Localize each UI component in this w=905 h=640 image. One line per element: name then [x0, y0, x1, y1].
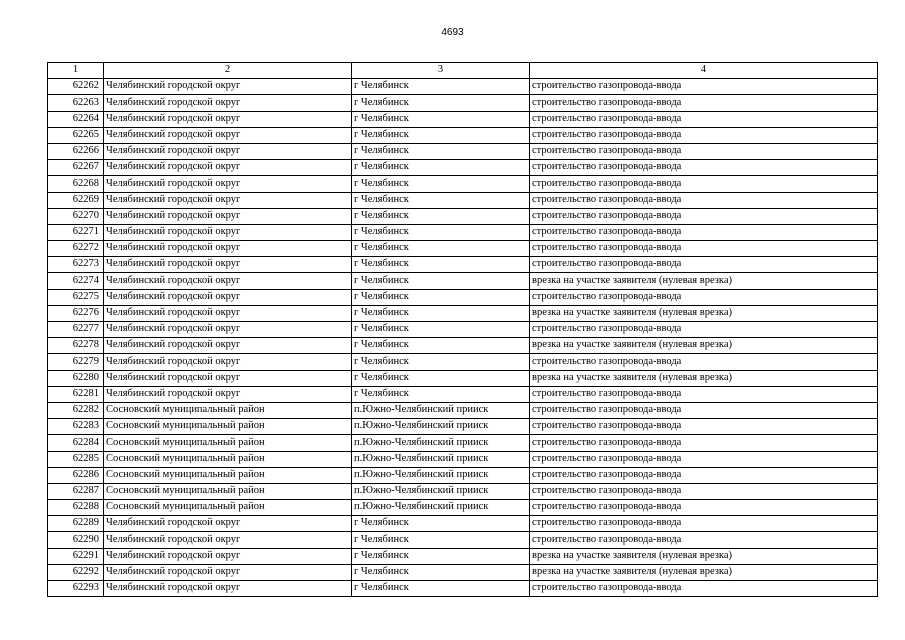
cell-locality: г Челябинск — [352, 273, 530, 289]
column-header-4: 4 — [530, 63, 878, 79]
cell-number: 62291 — [48, 548, 104, 564]
cell-work-type: строительство газопровода-ввода — [530, 483, 878, 499]
cell-locality: п.Южно-Челябинский прииск — [352, 483, 530, 499]
cell-municipality: Челябинский городской округ — [104, 322, 352, 338]
column-header-3: 3 — [352, 63, 530, 79]
cell-work-type: строительство газопровода-ввода — [530, 386, 878, 402]
cell-work-type: строительство газопровода-ввода — [530, 224, 878, 240]
cell-locality: г Челябинск — [352, 516, 530, 532]
cell-municipality: Челябинский городской округ — [104, 564, 352, 580]
cell-locality: г Челябинск — [352, 338, 530, 354]
cell-locality: г Челябинск — [352, 160, 530, 176]
cell-locality: г Челябинск — [352, 208, 530, 224]
cell-number: 62268 — [48, 176, 104, 192]
cell-work-type: врезка на участке заявителя (нулевая врезка) — [530, 338, 878, 354]
cell-work-type: врезка на участке заявителя (нулевая врезка) — [530, 370, 878, 386]
table-row — [48, 95, 878, 111]
cell-locality: г Челябинск — [352, 354, 530, 370]
cell-work-type: врезка на участке заявителя (нулевая врезка) — [530, 564, 878, 580]
cell-number: 62269 — [48, 192, 104, 208]
cell-work-type: строительство газопровода-ввода — [530, 176, 878, 192]
table-row — [48, 483, 878, 499]
cell-locality: г Челябинск — [352, 386, 530, 402]
registry-table — [47, 62, 878, 597]
page-number: 4693 — [441, 27, 464, 38]
table-row — [48, 386, 878, 402]
cell-locality: г Челябинск — [352, 532, 530, 548]
cell-municipality: Челябинский городской округ — [104, 257, 352, 273]
cell-municipality: Челябинский городской округ — [104, 160, 352, 176]
table-row — [48, 111, 878, 127]
table-header — [48, 63, 878, 79]
cell-municipality: Челябинский городской округ — [104, 224, 352, 240]
table-row — [48, 548, 878, 564]
table-body — [48, 79, 878, 597]
cell-number: 62280 — [48, 370, 104, 386]
cell-number: 62292 — [48, 564, 104, 580]
cell-number: 62262 — [48, 79, 104, 95]
cell-municipality: Челябинский городской округ — [104, 192, 352, 208]
table-row — [48, 289, 878, 305]
cell-number: 62273 — [48, 257, 104, 273]
cell-number: 62276 — [48, 305, 104, 321]
table-row — [48, 208, 878, 224]
cell-municipality: Сосновский муниципальный район — [104, 402, 352, 418]
cell-locality: г Челябинск — [352, 176, 530, 192]
table-row — [48, 79, 878, 95]
column-header-2: 2 — [104, 63, 352, 79]
cell-municipality: Челябинский городской округ — [104, 516, 352, 532]
cell-number: 62267 — [48, 160, 104, 176]
cell-number: 62281 — [48, 386, 104, 402]
cell-work-type: строительство газопровода-ввода — [530, 467, 878, 483]
cell-work-type: строительство газопровода-ввода — [530, 95, 878, 111]
cell-number: 62277 — [48, 322, 104, 338]
cell-number: 62264 — [48, 111, 104, 127]
cell-municipality: Челябинский городской округ — [104, 176, 352, 192]
table-row — [48, 176, 878, 192]
cell-work-type: строительство газопровода-ввода — [530, 354, 878, 370]
table-row — [48, 322, 878, 338]
table-row — [48, 516, 878, 532]
table-row — [48, 257, 878, 273]
cell-work-type: строительство газопровода-ввода — [530, 581, 878, 597]
table-row — [48, 192, 878, 208]
cell-work-type: строительство газопровода-ввода — [530, 532, 878, 548]
cell-number: 62271 — [48, 224, 104, 240]
cell-locality: г Челябинск — [352, 192, 530, 208]
cell-number: 62263 — [48, 95, 104, 111]
cell-number: 62266 — [48, 143, 104, 159]
cell-municipality: Челябинский городской округ — [104, 305, 352, 321]
table-row — [48, 241, 878, 257]
cell-locality: г Челябинск — [352, 322, 530, 338]
cell-locality: г Челябинск — [352, 79, 530, 95]
cell-municipality: Челябинский городской округ — [104, 111, 352, 127]
cell-number: 62275 — [48, 289, 104, 305]
table-row — [48, 564, 878, 580]
cell-locality: п.Южно-Челябинский прииск — [352, 402, 530, 418]
cell-work-type: строительство газопровода-ввода — [530, 111, 878, 127]
table-row — [48, 354, 878, 370]
cell-locality: г Челябинск — [352, 305, 530, 321]
table-row — [48, 273, 878, 289]
cell-number: 62293 — [48, 581, 104, 597]
table-row — [48, 143, 878, 159]
cell-work-type: строительство газопровода-ввода — [530, 192, 878, 208]
cell-locality: г Челябинск — [352, 127, 530, 143]
cell-municipality: Сосновский муниципальный район — [104, 467, 352, 483]
cell-number: 62288 — [48, 500, 104, 516]
cell-municipality: Челябинский городской округ — [104, 548, 352, 564]
header-row — [48, 63, 878, 79]
cell-locality: г Челябинск — [352, 111, 530, 127]
cell-municipality: Челябинский городской округ — [104, 370, 352, 386]
cell-work-type: врезка на участке заявителя (нулевая врезка) — [530, 305, 878, 321]
cell-locality: г Челябинск — [352, 257, 530, 273]
cell-municipality: Челябинский городской округ — [104, 127, 352, 143]
cell-number: 62284 — [48, 435, 104, 451]
table-row — [48, 224, 878, 240]
cell-work-type: строительство газопровода-ввода — [530, 500, 878, 516]
cell-number: 62270 — [48, 208, 104, 224]
cell-municipality: Челябинский городской округ — [104, 581, 352, 597]
cell-locality: п.Южно-Челябинский прииск — [352, 435, 530, 451]
cell-number: 62287 — [48, 483, 104, 499]
cell-number: 62279 — [48, 354, 104, 370]
table-row — [48, 435, 878, 451]
table-row — [48, 305, 878, 321]
cell-number: 62289 — [48, 516, 104, 532]
cell-work-type: врезка на участке заявителя (нулевая врезка) — [530, 273, 878, 289]
cell-work-type: строительство газопровода-ввода — [530, 516, 878, 532]
cell-municipality: Сосновский муниципальный район — [104, 500, 352, 516]
cell-work-type: строительство газопровода-ввода — [530, 143, 878, 159]
table-row — [48, 467, 878, 483]
column-header-1: 1 — [48, 63, 104, 79]
cell-work-type: строительство газопровода-ввода — [530, 402, 878, 418]
cell-number: 62290 — [48, 532, 104, 548]
cell-municipality: Челябинский городской округ — [104, 95, 352, 111]
cell-locality: г Челябинск — [352, 95, 530, 111]
cell-number: 62274 — [48, 273, 104, 289]
cell-work-type: строительство газопровода-ввода — [530, 127, 878, 143]
cell-municipality: Сосновский муниципальный район — [104, 435, 352, 451]
cell-work-type: строительство газопровода-ввода — [530, 79, 878, 95]
cell-number: 62285 — [48, 451, 104, 467]
table-row — [48, 581, 878, 597]
cell-locality: г Челябинск — [352, 241, 530, 257]
cell-municipality: Челябинский городской округ — [104, 79, 352, 95]
cell-locality: п.Южно-Челябинский прииск — [352, 419, 530, 435]
cell-municipality: Челябинский городской округ — [104, 143, 352, 159]
cell-municipality: Челябинский городской округ — [104, 354, 352, 370]
cell-locality: п.Южно-Челябинский прииск — [352, 467, 530, 483]
cell-locality: п.Южно-Челябинский прииск — [352, 451, 530, 467]
cell-locality: п.Южно-Челябинский прииск — [352, 500, 530, 516]
cell-municipality: Сосновский муниципальный район — [104, 451, 352, 467]
cell-work-type: строительство газопровода-ввода — [530, 419, 878, 435]
cell-work-type: строительство газопровода-ввода — [530, 160, 878, 176]
table-row — [48, 419, 878, 435]
cell-number: 62286 — [48, 467, 104, 483]
cell-municipality: Сосновский муниципальный район — [104, 419, 352, 435]
cell-locality: г Челябинск — [352, 370, 530, 386]
cell-work-type: строительство газопровода-ввода — [530, 208, 878, 224]
table-row — [48, 338, 878, 354]
table-row — [48, 402, 878, 418]
table-row — [48, 127, 878, 143]
cell-locality: г Челябинск — [352, 143, 530, 159]
cell-locality: г Челябинск — [352, 564, 530, 580]
cell-number: 62282 — [48, 402, 104, 418]
cell-number: 62278 — [48, 338, 104, 354]
table-row — [48, 160, 878, 176]
cell-number: 62272 — [48, 241, 104, 257]
cell-work-type: строительство газопровода-ввода — [530, 435, 878, 451]
cell-number: 62265 — [48, 127, 104, 143]
cell-municipality: Сосновский муниципальный район — [104, 483, 352, 499]
cell-municipality: Челябинский городской округ — [104, 241, 352, 257]
cell-work-type: строительство газопровода-ввода — [530, 322, 878, 338]
cell-work-type: строительство газопровода-ввода — [530, 289, 878, 305]
cell-municipality: Челябинский городской округ — [104, 289, 352, 305]
cell-municipality: Челябинский городской округ — [104, 386, 352, 402]
table-row — [48, 370, 878, 386]
cell-work-type: строительство газопровода-ввода — [530, 451, 878, 467]
table-row — [48, 500, 878, 516]
cell-work-type: врезка на участке заявителя (нулевая врезка) — [530, 548, 878, 564]
cell-locality: г Челябинск — [352, 289, 530, 305]
table-row — [48, 451, 878, 467]
cell-number: 62283 — [48, 419, 104, 435]
cell-municipality: Челябинский городской округ — [104, 338, 352, 354]
cell-municipality: Челябинский городской округ — [104, 273, 352, 289]
cell-work-type: строительство газопровода-ввода — [530, 257, 878, 273]
table-row — [48, 532, 878, 548]
cell-locality: г Челябинск — [352, 548, 530, 564]
cell-locality: г Челябинск — [352, 224, 530, 240]
cell-work-type: строительство газопровода-ввода — [530, 241, 878, 257]
cell-locality: г Челябинск — [352, 581, 530, 597]
cell-municipality: Челябинский городской округ — [104, 208, 352, 224]
cell-municipality: Челябинский городской округ — [104, 532, 352, 548]
